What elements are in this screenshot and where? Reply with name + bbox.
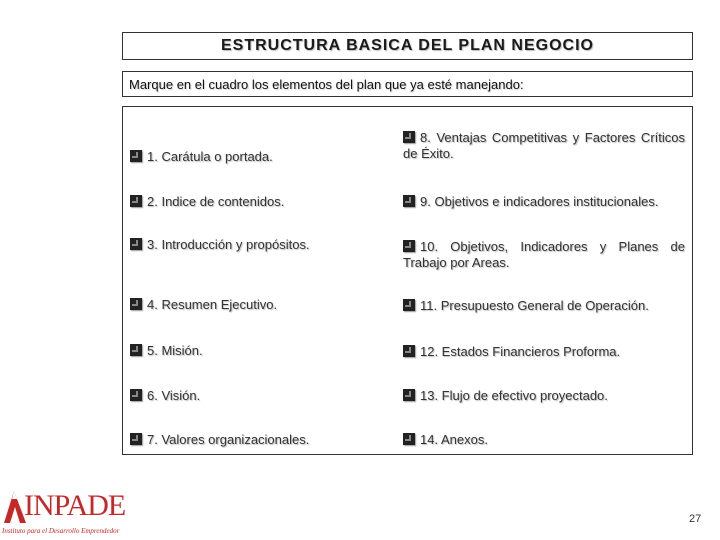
checklist-item-11[interactable] [403,298,685,314]
item-label: 13. Flujo de efectivo proyectado. [420,388,608,403]
checkbox-icon[interactable] [130,433,142,445]
checklist-item-2[interactable] [130,194,380,210]
item-label: 9. Objetivos e indicadores institucionales. [420,194,659,209]
item-label: 8. Ventajas Competitivas y Factores Críticos de Éxito. [403,130,685,161]
item-label: 6. Visión. [147,388,201,403]
checklist-item-13[interactable] [403,388,685,404]
item-label: 2. Indice de contenidos. [147,194,285,209]
checklist-item-6[interactable] [130,388,380,404]
item-label: 11. Presupuesto General de Operación. [420,298,649,313]
inpade-logo [0,487,126,540]
checkbox-icon[interactable] [403,240,415,252]
checkbox-icon[interactable] [403,433,415,445]
item-label: 7. Valores organizacionales. [147,432,310,447]
checkbox-icon[interactable] [130,389,142,401]
page-title: ESTRUCTURA BASICA DEL PLAN NEGOCIO [122,32,693,60]
logo-tagline: Instituto para el Desarrollo Emprendedor [2,527,120,535]
checklist-item-8[interactable] [403,130,685,162]
checklist-item-14[interactable] [403,432,685,448]
checklist-item-7[interactable] [130,432,380,448]
checkbox-icon[interactable] [130,344,142,356]
checkbox-icon[interactable] [403,299,415,311]
logo-name: INPADE [24,489,126,522]
checklist-item-3[interactable] [130,237,380,253]
item-label: 1. Carátula o portada. [147,149,273,164]
checklist-item-1[interactable] [130,149,380,165]
checklist-item-5[interactable] [130,343,380,359]
checkbox-icon[interactable] [403,389,415,401]
page-number: 27 [689,513,702,525]
checkbox-icon[interactable] [403,195,415,207]
item-label: 10. Objetivos, Indicadores y Planes de Trabajo por Areas. [403,239,685,270]
item-label: 3. Introducción y propósitos. [147,237,310,252]
checkbox-icon[interactable] [130,150,142,162]
item-label: 12. Estados Financieros Proforma. [420,344,621,359]
item-label: 4. Resumen Ejecutivo. [147,297,278,312]
checklist-item-12[interactable] [403,344,685,360]
checklist-item-10[interactable] [403,239,685,271]
checkbox-icon[interactable] [403,345,415,357]
checklist-item-9[interactable] [403,194,685,210]
item-label: 14. Anexos. [420,432,488,447]
checkbox-icon[interactable] [130,195,142,207]
item-label: 5. Misión. [147,343,203,358]
checkbox-icon[interactable] [130,298,142,310]
checklist-item-4[interactable] [130,297,380,313]
instruction-text: Marque en el cuadro los elementos del plan que ya esté manejando: [122,71,693,97]
checkbox-icon[interactable] [130,238,142,250]
checkbox-icon[interactable] [403,131,415,143]
